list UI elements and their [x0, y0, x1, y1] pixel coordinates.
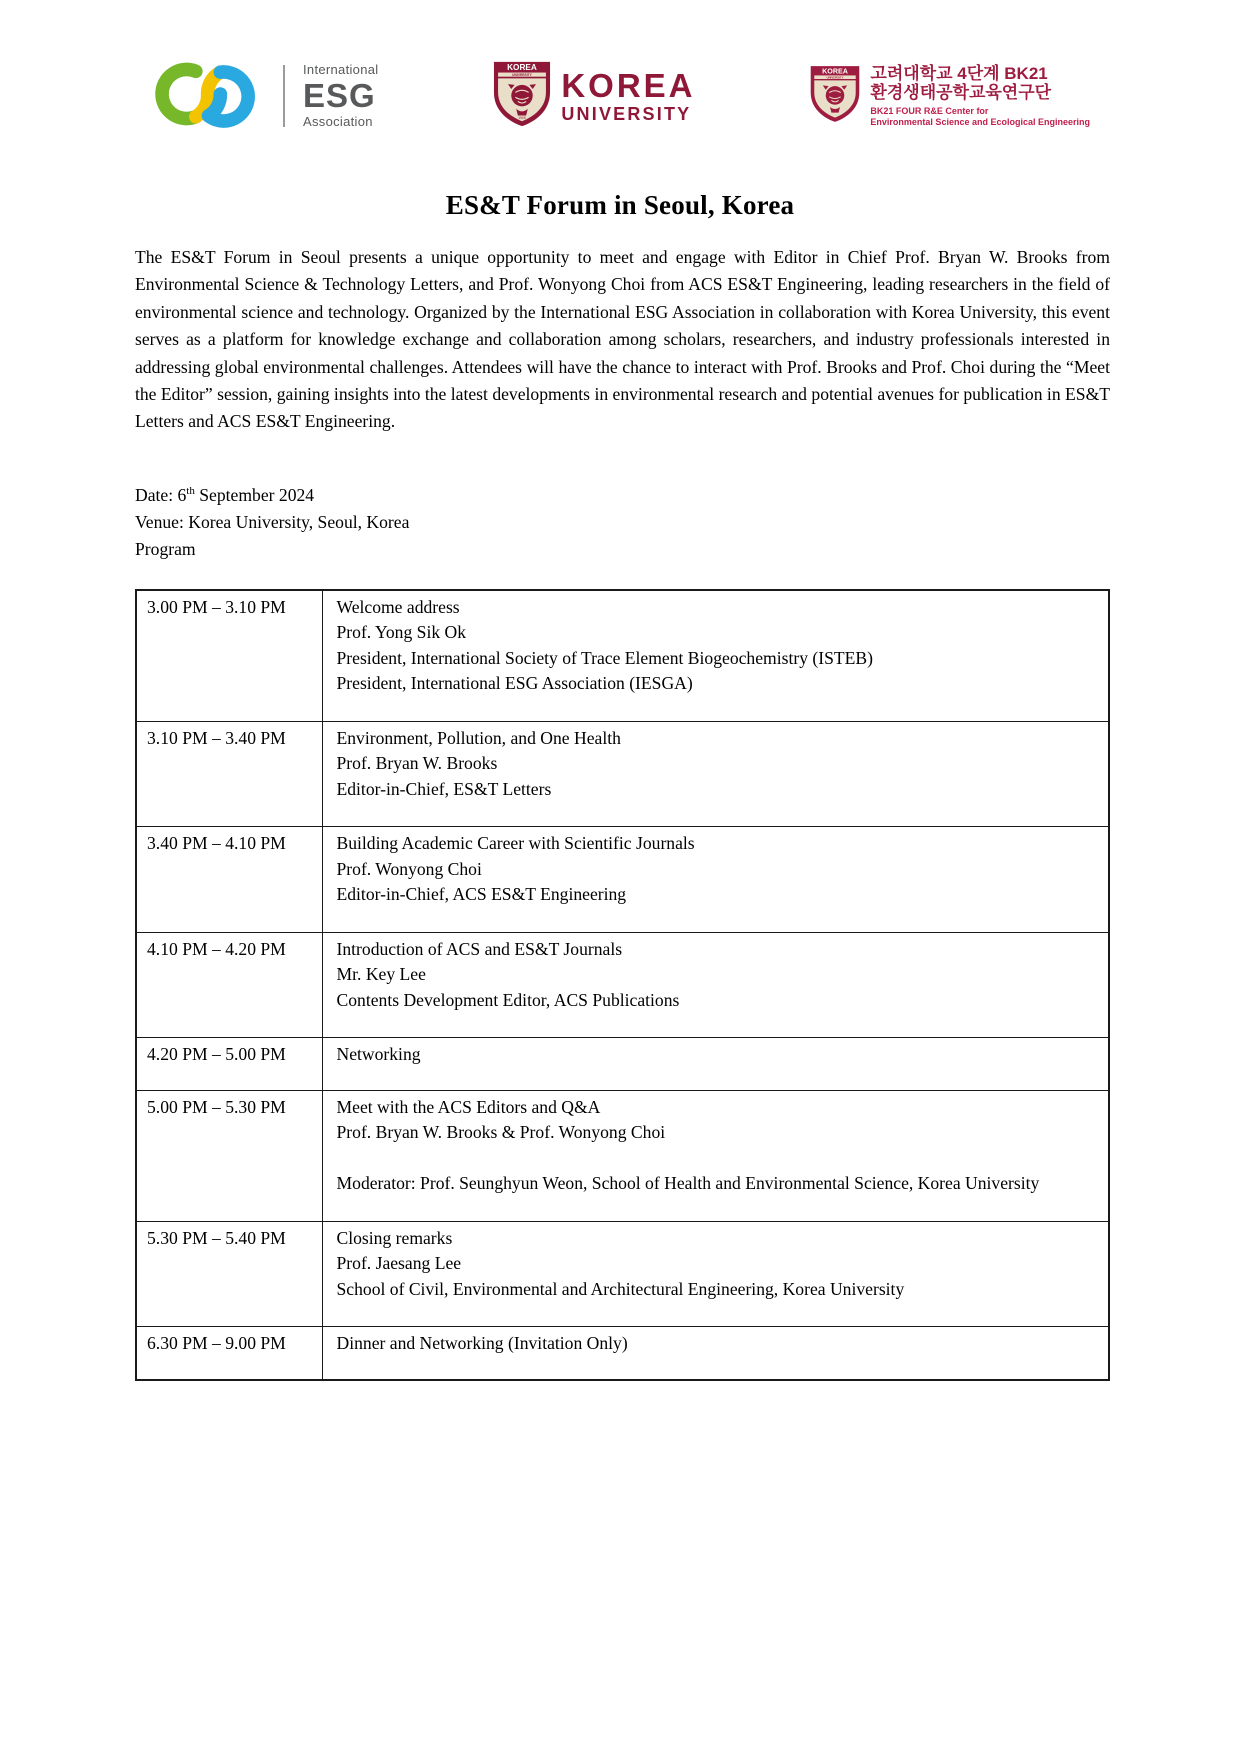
session-details	[322, 1038, 1109, 1091]
svg-text:1905: 1905	[518, 115, 527, 120]
date-day: 6	[177, 484, 187, 505]
session-detail-line: Editor-in-Chief, ES&T Letters	[336, 778, 552, 799]
session-time: 3.00 PM – 3.10 PM	[136, 590, 322, 722]
session-detail-line: Prof. Bryan W. Brooks & Prof. Wonyong Choi	[336, 1122, 666, 1143]
esg-logo-line3: Association	[303, 114, 373, 130]
esg-logo-line1: International	[303, 62, 379, 78]
session-details	[322, 1090, 1109, 1221]
table-row	[136, 1221, 1109, 1327]
session-details	[322, 721, 1109, 827]
session-detail-line: Dinner and Networking (Invitation Only)	[336, 1333, 628, 1354]
session-detail-line	[337, 1146, 1095, 1172]
session-detail-line: Contents Development Editor, ACS Publications	[336, 989, 680, 1010]
bk21-shield-icon	[810, 63, 860, 130]
header-logo-row	[0, 0, 1240, 140]
session-details	[322, 590, 1109, 722]
session-detail-line: President, International ESG Association (IESGA)	[336, 673, 693, 694]
session-time: 4.10 PM – 4.20 PM	[136, 932, 322, 1038]
session-detail-line: Closing remarks	[336, 1227, 453, 1248]
event-details	[135, 482, 1110, 563]
session-time: 5.30 PM – 5.40 PM	[136, 1221, 322, 1327]
session-detail-line: Building Academic Career with Scientific Journals	[336, 833, 695, 854]
svg-text:UNIVERSITY: UNIVERSITY	[826, 74, 844, 79]
session-detail-line: Introduction of ACS and ES&T Journals	[336, 938, 623, 959]
esg-association-logo	[145, 51, 378, 142]
session-detail-line: Welcome address	[336, 596, 460, 617]
bk21-english-line2: Environmental Science and Ecological Engineering	[870, 117, 1090, 128]
page-title: ES&T Forum in Seoul, Korea	[445, 190, 795, 220]
session-details	[322, 1221, 1109, 1327]
table-row	[136, 827, 1109, 933]
korea-university-wordmark	[561, 69, 695, 123]
bk21-english-line1: BK21 FOUR R&E Center for	[870, 105, 989, 116]
date-ordinal: th	[186, 484, 195, 497]
svg-text:UNIVERSITY: UNIVERSITY	[512, 72, 533, 77]
date-line	[135, 482, 1110, 509]
ku-wordmark-line1: KOREA	[561, 67, 696, 104]
korea-university-logo	[493, 61, 695, 132]
esg-logo-divider	[283, 65, 285, 127]
session-details	[322, 827, 1109, 933]
svg-text:KOREA: KOREA	[822, 66, 849, 75]
session-detail-line: Prof. Bryan W. Brooks	[336, 753, 498, 774]
korea-university-shield-icon	[493, 61, 551, 132]
session-details	[322, 932, 1109, 1038]
bk21-center-logo	[810, 63, 1090, 130]
table-row	[136, 1038, 1109, 1091]
session-time: 5.00 PM – 5.30 PM	[136, 1090, 322, 1221]
esg-logo-line2: ESG	[303, 76, 376, 114]
session-detail-line: Prof. Jaesang Lee	[336, 1253, 462, 1274]
table-row	[136, 1090, 1109, 1221]
program-table	[135, 589, 1110, 1381]
date-rest: September 2024	[194, 484, 315, 505]
session-detail-line: School of Civil, Environmental and Architectural Engineering, Korea University	[336, 1278, 905, 1299]
venue-line: Venue: Korea University, Seoul, Korea	[135, 511, 410, 532]
bk21-korean-line1: 고려대학교 4단계 BK21	[870, 63, 1048, 83]
session-detail-line: Editor-in-Chief, ACS ES&T Engineering	[336, 884, 627, 905]
session-detail-line: Prof. Wonyong Choi	[336, 858, 482, 879]
session-time: 4.20 PM – 5.00 PM	[136, 1038, 322, 1091]
session-details	[322, 1327, 1109, 1380]
svg-text:KOREA: KOREA	[507, 62, 538, 72]
session-detail-line: Environment, Pollution, and One Health	[336, 727, 621, 748]
session-time: 3.40 PM – 4.10 PM	[136, 827, 322, 933]
program-table-body	[136, 590, 1109, 1380]
program-label: Program	[135, 538, 196, 559]
session-detail-line: Mr. Key Lee	[336, 964, 426, 985]
table-row	[136, 721, 1109, 827]
esg-mark-icon	[145, 51, 263, 142]
session-time: 6.30 PM – 9.00 PM	[136, 1327, 322, 1380]
session-detail-line: Networking	[336, 1044, 421, 1065]
bk21-korean-line2: 환경생태공학교육연구단	[870, 83, 1052, 103]
table-row	[136, 590, 1109, 722]
table-row	[136, 1327, 1109, 1380]
session-detail-line: Meet with the ACS Editors and Q&A	[336, 1096, 601, 1117]
ku-wordmark-line2: UNIVERSITY	[561, 104, 692, 124]
bk21-logo-text	[870, 64, 1090, 129]
intro-paragraph: The ES&T Forum in Seoul presents a unique opportunity to meet and engage with Editor in Chief Prof. Bryan W. Brooks from Environmental Science & Technology Letters, and Prof. Wonyong Choi from ACS ES&T Engineering, leading researchers in the field of environmental science and technology. Organized by the International ESG Association in collaboration with Korea University, this event serves as a platform for knowledge exchange and collaboration among scholars, researchers, and industry professionals interested in addressing global environmental challenges. Attendees will have the chance to interact with Prof. Brooks and Prof. Choi during the “Meet the Editor” session, gaining insights into the latest developments in environmental research and potential avenues for publication in ES&T Letters and ACS ES&T Engineering.	[135, 247, 1110, 432]
session-detail-line: Prof. Yong Sik Ok	[336, 622, 467, 643]
session-detail-line: Moderator: Prof. Seunghyun Weon, School of Health and Environmental Science, Korea University	[336, 1173, 1040, 1194]
esg-logo-text	[303, 63, 378, 129]
date-label: Date:	[135, 484, 178, 505]
session-detail-line: President, International Society of Trace Element Biogeochemistry (ISTEB)	[336, 647, 873, 668]
table-row	[136, 932, 1109, 1038]
session-time: 3.10 PM – 3.40 PM	[136, 721, 322, 827]
